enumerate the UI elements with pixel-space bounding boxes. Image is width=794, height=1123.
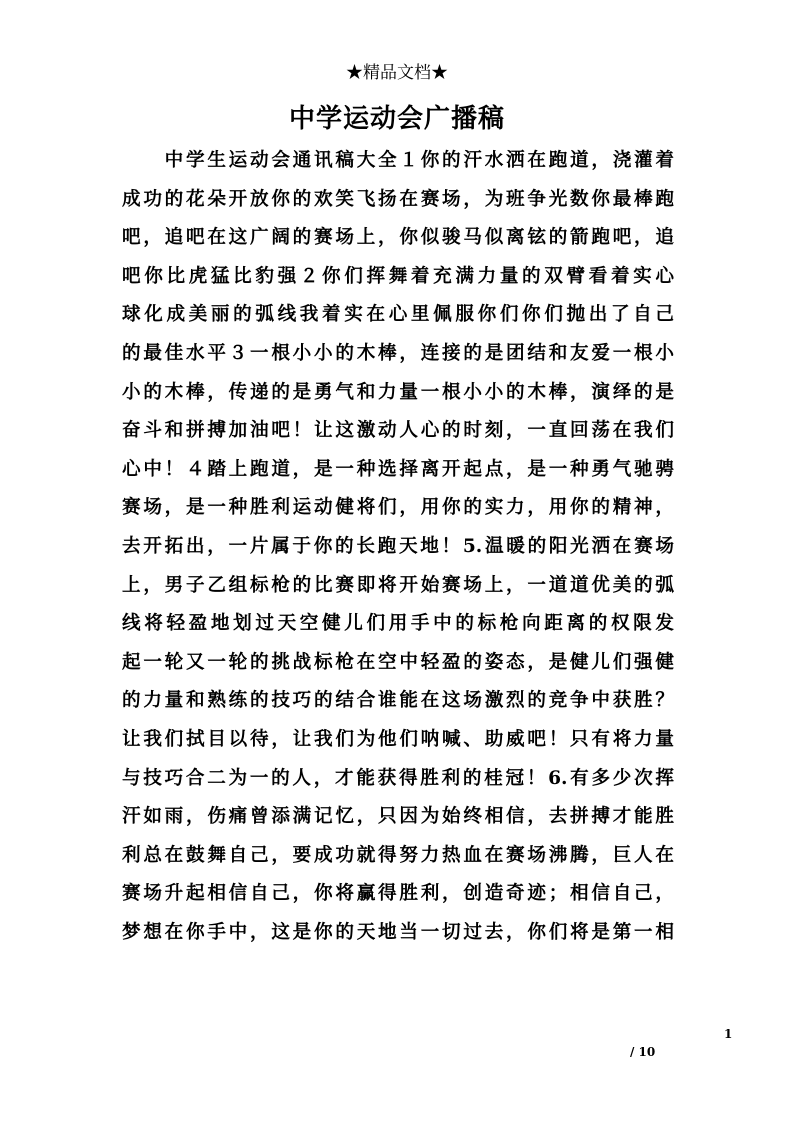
body-line: 吧你比虎猛比豹强２你们挥舞着充满力量的双臂看着实心 [122, 265, 674, 287]
body-line: 起一轮又一轮的挑战标枪在空中轻盈的姿态，是健儿们强健 [122, 651, 674, 673]
document-header-label: ★精品文档★ [346, 63, 448, 83]
body-line: 赛场升起相信自己，你将赢得胜利，创造奇迹；相信自己， [122, 883, 674, 905]
body-line: 汗如雨，伤痛曾添满记忆，只因为始终相信，去拼搏才能胜 [122, 806, 674, 828]
body-line: 的力量和熟练的技巧的结合谁能在这场激烈的竞争中获胜？ [122, 690, 674, 712]
body-line: 上，男子乙组标枪的比赛即将开始赛场上，一道道优美的弧 [122, 574, 674, 596]
body-line: 与技巧合二为一的人，才能获得胜利的桂冠！6.有多少次挥 [122, 767, 674, 789]
page-number: 1 [724, 1027, 733, 1041]
body-line: 的最佳水平３一根小小的木棒，连接的是团结和友爱一根小 [122, 342, 674, 364]
body-line: 吧，追吧在这广阔的赛场上，你似骏马似离铉的箭跑吧，追 [122, 227, 674, 249]
page-total: / 10 [630, 1045, 656, 1059]
body-line: 中学生运动会通讯稿大全１你的汗水洒在跑道，浇灌着 [122, 150, 674, 171]
body-line: 奋斗和拼搏加油吧！让这激动人心的时刻，一直回荡在我们 [122, 420, 674, 442]
body-line: 成功的花朵开放你的欢笑飞扬在赛场，为班争光数你最棒跑 [122, 188, 674, 210]
body-line: 梦想在你手中，这是你的天地当一切过去，你们将是第一相 [122, 921, 674, 943]
body-line: 小的木棒，传递的是勇气和力量一根小小的木棒，演绎的是 [122, 381, 674, 403]
body-line: 心中！４踏上跑道，是一种选择离开起点，是一种勇气驰骋 [122, 458, 674, 480]
article-body [122, 142, 674, 952]
body-line: 利总在鼓舞自己，要成功就得努力热血在赛场沸腾，巨人在 [122, 844, 674, 866]
body-line: 线将轻盈地划过天空健儿们用手中的标枪向距离的权限发 [122, 613, 674, 635]
body-line: 去开拓出，一片属于你的长跑天地！5.温暖的阳光洒在赛场 [122, 535, 674, 557]
page-title: 中学运动会广播稿 [288, 104, 505, 134]
body-line: 球化成美丽的弧线我着实在心里佩服你们你们抛出了自己 [122, 304, 674, 326]
body-line: 赛场，是一种胜利运动健将们，用你的实力，用你的精神， [122, 497, 674, 519]
body-line: 让我们拭目以待，让我们为他们呐喊、助威吧！只有将力量 [122, 728, 674, 750]
